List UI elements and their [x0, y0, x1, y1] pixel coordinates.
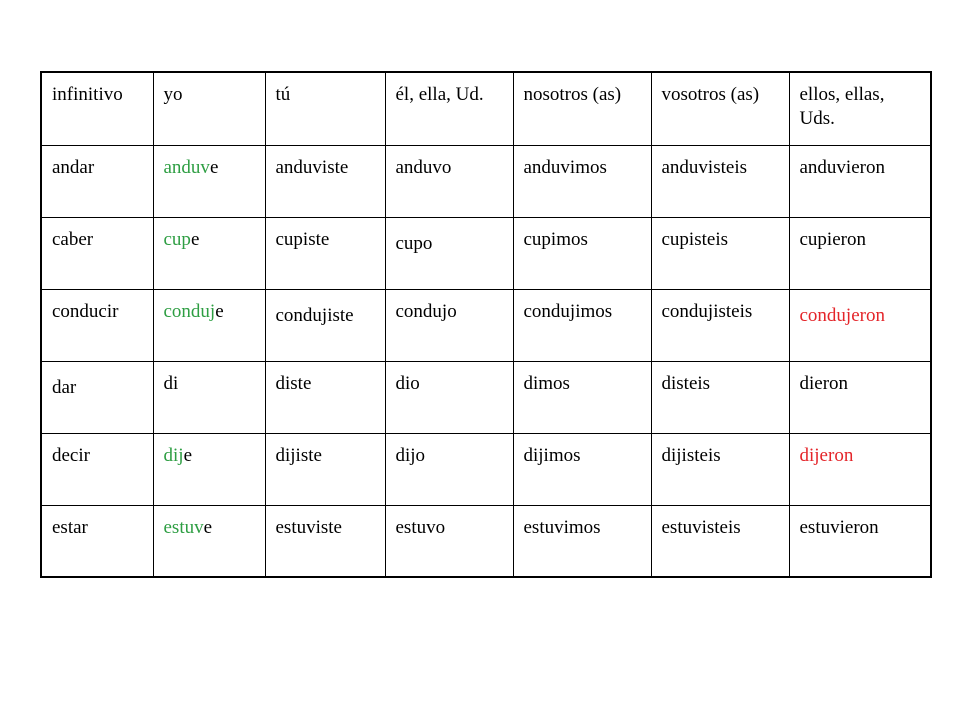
vosotros-cell: cupisteis: [651, 217, 789, 289]
vosotros-cell: anduvisteis: [651, 145, 789, 217]
infinitive-cell: decir: [41, 433, 153, 505]
yo-cell: [153, 433, 265, 505]
irregular-stem: dij: [163, 444, 184, 466]
ending: e: [215, 300, 224, 322]
table-row: [41, 289, 931, 361]
infinitive-cell: dar: [41, 361, 153, 433]
infinitive-cell: andar: [41, 145, 153, 217]
el-cell: condujo: [385, 289, 513, 361]
tu-cell: estuviste: [265, 505, 385, 577]
vosotros-cell: estuvisteis: [651, 505, 789, 577]
table-row: [41, 145, 931, 217]
header-cell: nosotros (as): [513, 72, 651, 145]
header-cell: tú: [265, 72, 385, 145]
el-cell: anduvo: [385, 145, 513, 217]
irregular-stem: cup: [163, 228, 191, 250]
yo-cell: [153, 289, 265, 361]
yo-cell: di: [153, 361, 265, 433]
el-cell: dio: [385, 361, 513, 433]
ellos-cell: anduvieron: [789, 145, 931, 217]
nosotros-cell: estuvimos: [513, 505, 651, 577]
ellos-cell: cupieron: [789, 217, 931, 289]
ellos-cell: condujeron: [789, 289, 931, 361]
ellos-cell: dieron: [789, 361, 931, 433]
header-cell: yo: [153, 72, 265, 145]
table-row: [41, 505, 931, 577]
irregular-stem: conduj: [163, 300, 216, 322]
yo-cell: [153, 505, 265, 577]
el-cell: estuvo: [385, 505, 513, 577]
ending: e: [203, 516, 213, 538]
conjugation-table: [40, 71, 932, 578]
table-row: [41, 217, 931, 289]
ending: e: [190, 228, 200, 250]
table-row: [41, 361, 931, 433]
ending: e: [209, 156, 219, 178]
irregular-stem: estuv: [163, 516, 204, 538]
vosotros-cell: dijisteis: [651, 433, 789, 505]
header-cell: infinitivo: [41, 72, 153, 145]
el-cell: cupo: [385, 217, 513, 289]
tu-cell: condujiste: [265, 289, 385, 361]
header-cell: ellos, ellas, Uds.: [789, 72, 931, 145]
tu-cell: dijiste: [265, 433, 385, 505]
nosotros-cell: cupimos: [513, 217, 651, 289]
nosotros-cell: anduvimos: [513, 145, 651, 217]
header-cell: vosotros (as): [651, 72, 789, 145]
nosotros-cell: dimos: [513, 361, 651, 433]
header-cell: él, ella, Ud.: [385, 72, 513, 145]
tu-cell: cupiste: [265, 217, 385, 289]
header-row: [41, 72, 931, 145]
nosotros-cell: condujimos: [513, 289, 651, 361]
vosotros-cell: condujisteis: [651, 289, 789, 361]
ellos-cell: dijeron: [789, 433, 931, 505]
el-cell: dijo: [385, 433, 513, 505]
nosotros-cell: dijimos: [513, 433, 651, 505]
ending: e: [183, 444, 192, 466]
vosotros-cell: disteis: [651, 361, 789, 433]
ellos-cell: estuvieron: [789, 505, 931, 577]
infinitive-cell: caber: [41, 217, 153, 289]
yo-cell: [153, 217, 265, 289]
yo-cell: [153, 145, 265, 217]
table-row: [41, 433, 931, 505]
infinitive-cell: estar: [41, 505, 153, 577]
irregular-stem: anduv: [163, 156, 210, 178]
tu-cell: diste: [265, 361, 385, 433]
tu-cell: anduviste: [265, 145, 385, 217]
infinitive-cell: conducir: [41, 289, 153, 361]
